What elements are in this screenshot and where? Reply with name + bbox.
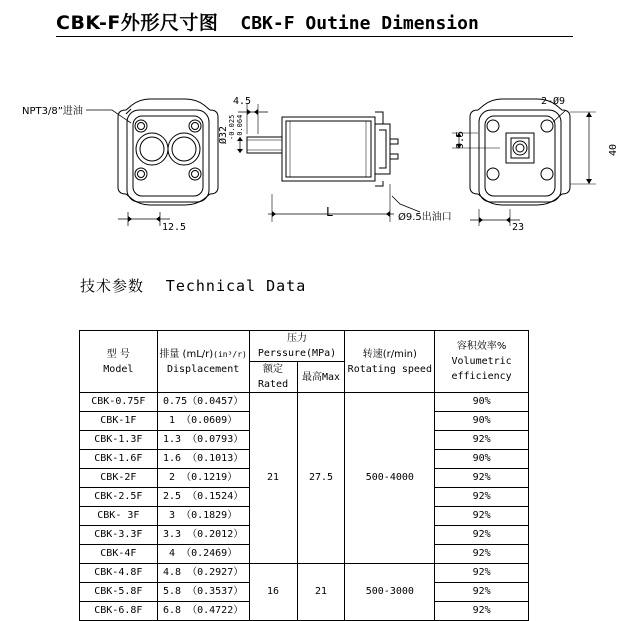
specification-table [79, 330, 529, 621]
header-displacement-unit: (in³/r) [213, 349, 247, 359]
header-displacement-en: Displacement [167, 363, 240, 375]
cell-max-pressure-group-1: 27.5 [297, 393, 345, 564]
cell-model: CBK-1F [80, 412, 158, 431]
cell-model: CBK- 3F [80, 507, 158, 526]
label-shaft-tol-upper: -0.025 [228, 114, 236, 140]
table-row [80, 393, 529, 412]
cell-displacement: 6.8 （0.4722） [157, 602, 249, 621]
cell-displacement: 4 （0.2469） [157, 545, 249, 564]
header-displacement-cn: 排量 (mL/r)(in³/r) [159, 348, 247, 360]
cell-displacement: 1.6 （0.1013） [157, 450, 249, 469]
label-dim-40-wrap [603, 144, 621, 156]
cell-model: CBK-0.75F [80, 393, 158, 412]
label-dim-9-5-wrap [450, 131, 468, 149]
label-npt-port: NPT3/8”进油 [22, 106, 83, 117]
specification-table-wrap [79, 330, 529, 621]
tech-heading-english: Technical Data [165, 277, 307, 295]
cell-volumetric: 90% [435, 412, 529, 431]
cell-model: CBK-6.8F [80, 602, 158, 621]
tech-heading-chinese: 技术参数 [80, 277, 145, 295]
header-pressure: 压力Perssure(MPa) [249, 331, 345, 362]
cell-rated-pressure-group-2: 16 [249, 564, 297, 621]
header-volumetric-en: Volumetric efficiency [451, 356, 512, 382]
label-dim-4-5: 4.5 [233, 96, 252, 107]
cell-volumetric: 92% [435, 526, 529, 545]
cell-model: CBK-4F [80, 545, 158, 564]
cell-displacement: 2.5 （0.1524） [157, 488, 249, 507]
cell-max-pressure-group-2: 21 [297, 564, 345, 621]
cell-volumetric: 90% [435, 450, 529, 469]
table-row [80, 564, 529, 583]
header-volumetric [435, 331, 529, 393]
header-pressure-max: 最高Max [297, 362, 345, 393]
outline-dimension-drawing [0, 44, 627, 254]
cell-volumetric: 92% [435, 431, 529, 450]
header-model-cn: 型 号 [106, 348, 130, 360]
cell-displacement: 0.75（0.0457） [157, 393, 249, 412]
label-dim-23: 23 [512, 222, 525, 233]
cell-model: CBK-2.5F [80, 488, 158, 507]
cell-volumetric: 92% [435, 507, 529, 526]
page-title-english: CBK-F Outine Dimension [240, 13, 479, 34]
table-header-row-1 [80, 331, 529, 362]
label-shaft-tol-lower: -0.064 [236, 114, 244, 140]
cell-model: CBK-3.3F [80, 526, 158, 545]
cell-displacement: 1.3 （0.0793） [157, 431, 249, 450]
cell-volumetric: 92% [435, 469, 529, 488]
cell-volumetric: 92% [435, 545, 529, 564]
title-underline [56, 36, 573, 37]
header-speed [345, 331, 435, 393]
cell-displacement: 3.3 （0.2012） [157, 526, 249, 545]
label-holes-2x9: 2-Ø9 [541, 96, 566, 107]
label-dim-9-5: 9.5 [455, 130, 466, 149]
cell-volumetric: 92% [435, 583, 529, 602]
cell-displacement: 5.8 （0.3537） [157, 583, 249, 602]
cell-displacement: 3 （0.1829） [157, 507, 249, 526]
label-dim-40: 40 [608, 143, 619, 156]
cell-model: CBK-4.8F [80, 564, 158, 583]
cell-volumetric: 92% [435, 564, 529, 583]
drawing-svg [0, 44, 627, 254]
header-model [80, 331, 158, 393]
header-pressure-rated: 额定Rated [249, 362, 297, 393]
cell-volumetric: 92% [435, 602, 529, 621]
cell-rated-pressure-group-1: 21 [249, 393, 297, 564]
label-dim-L: L [326, 205, 334, 219]
label-outlet-port: Ø9.5出油口 [398, 212, 452, 223]
cell-speed-group-2: 500-3000 [345, 564, 435, 621]
cell-model: CBK-5.8F [80, 583, 158, 602]
cell-model: CBK-2F [80, 469, 158, 488]
cell-model: CBK-1.6F [80, 450, 158, 469]
technical-data-heading [80, 275, 306, 296]
cell-volumetric: 92% [435, 488, 529, 507]
label-shaft-tolerance [228, 115, 244, 140]
cell-volumetric: 90% [435, 393, 529, 412]
cell-model: CBK-1.3F [80, 431, 158, 450]
cell-speed-group-1: 500-4000 [345, 393, 435, 564]
cell-displacement: 2 （0.1219） [157, 469, 249, 488]
header-volumetric-cn: 容积效率% [456, 341, 507, 352]
label-shaft-dia: Ø32 [218, 125, 229, 144]
label-dim-12-5: 12.5 [162, 222, 187, 233]
header-speed-cn: 转速(r/min) [362, 348, 417, 360]
page-title-chinese: CBK-F外形尺寸图 [56, 12, 219, 34]
header-model-en: Model [103, 363, 134, 375]
cell-displacement: 4.8 （0.2927） [157, 564, 249, 583]
page-title [56, 8, 576, 35]
header-speed-en: Rotating speed [347, 363, 432, 375]
cell-displacement: 1 （0.0609） [157, 412, 249, 431]
header-displacement [157, 331, 249, 393]
